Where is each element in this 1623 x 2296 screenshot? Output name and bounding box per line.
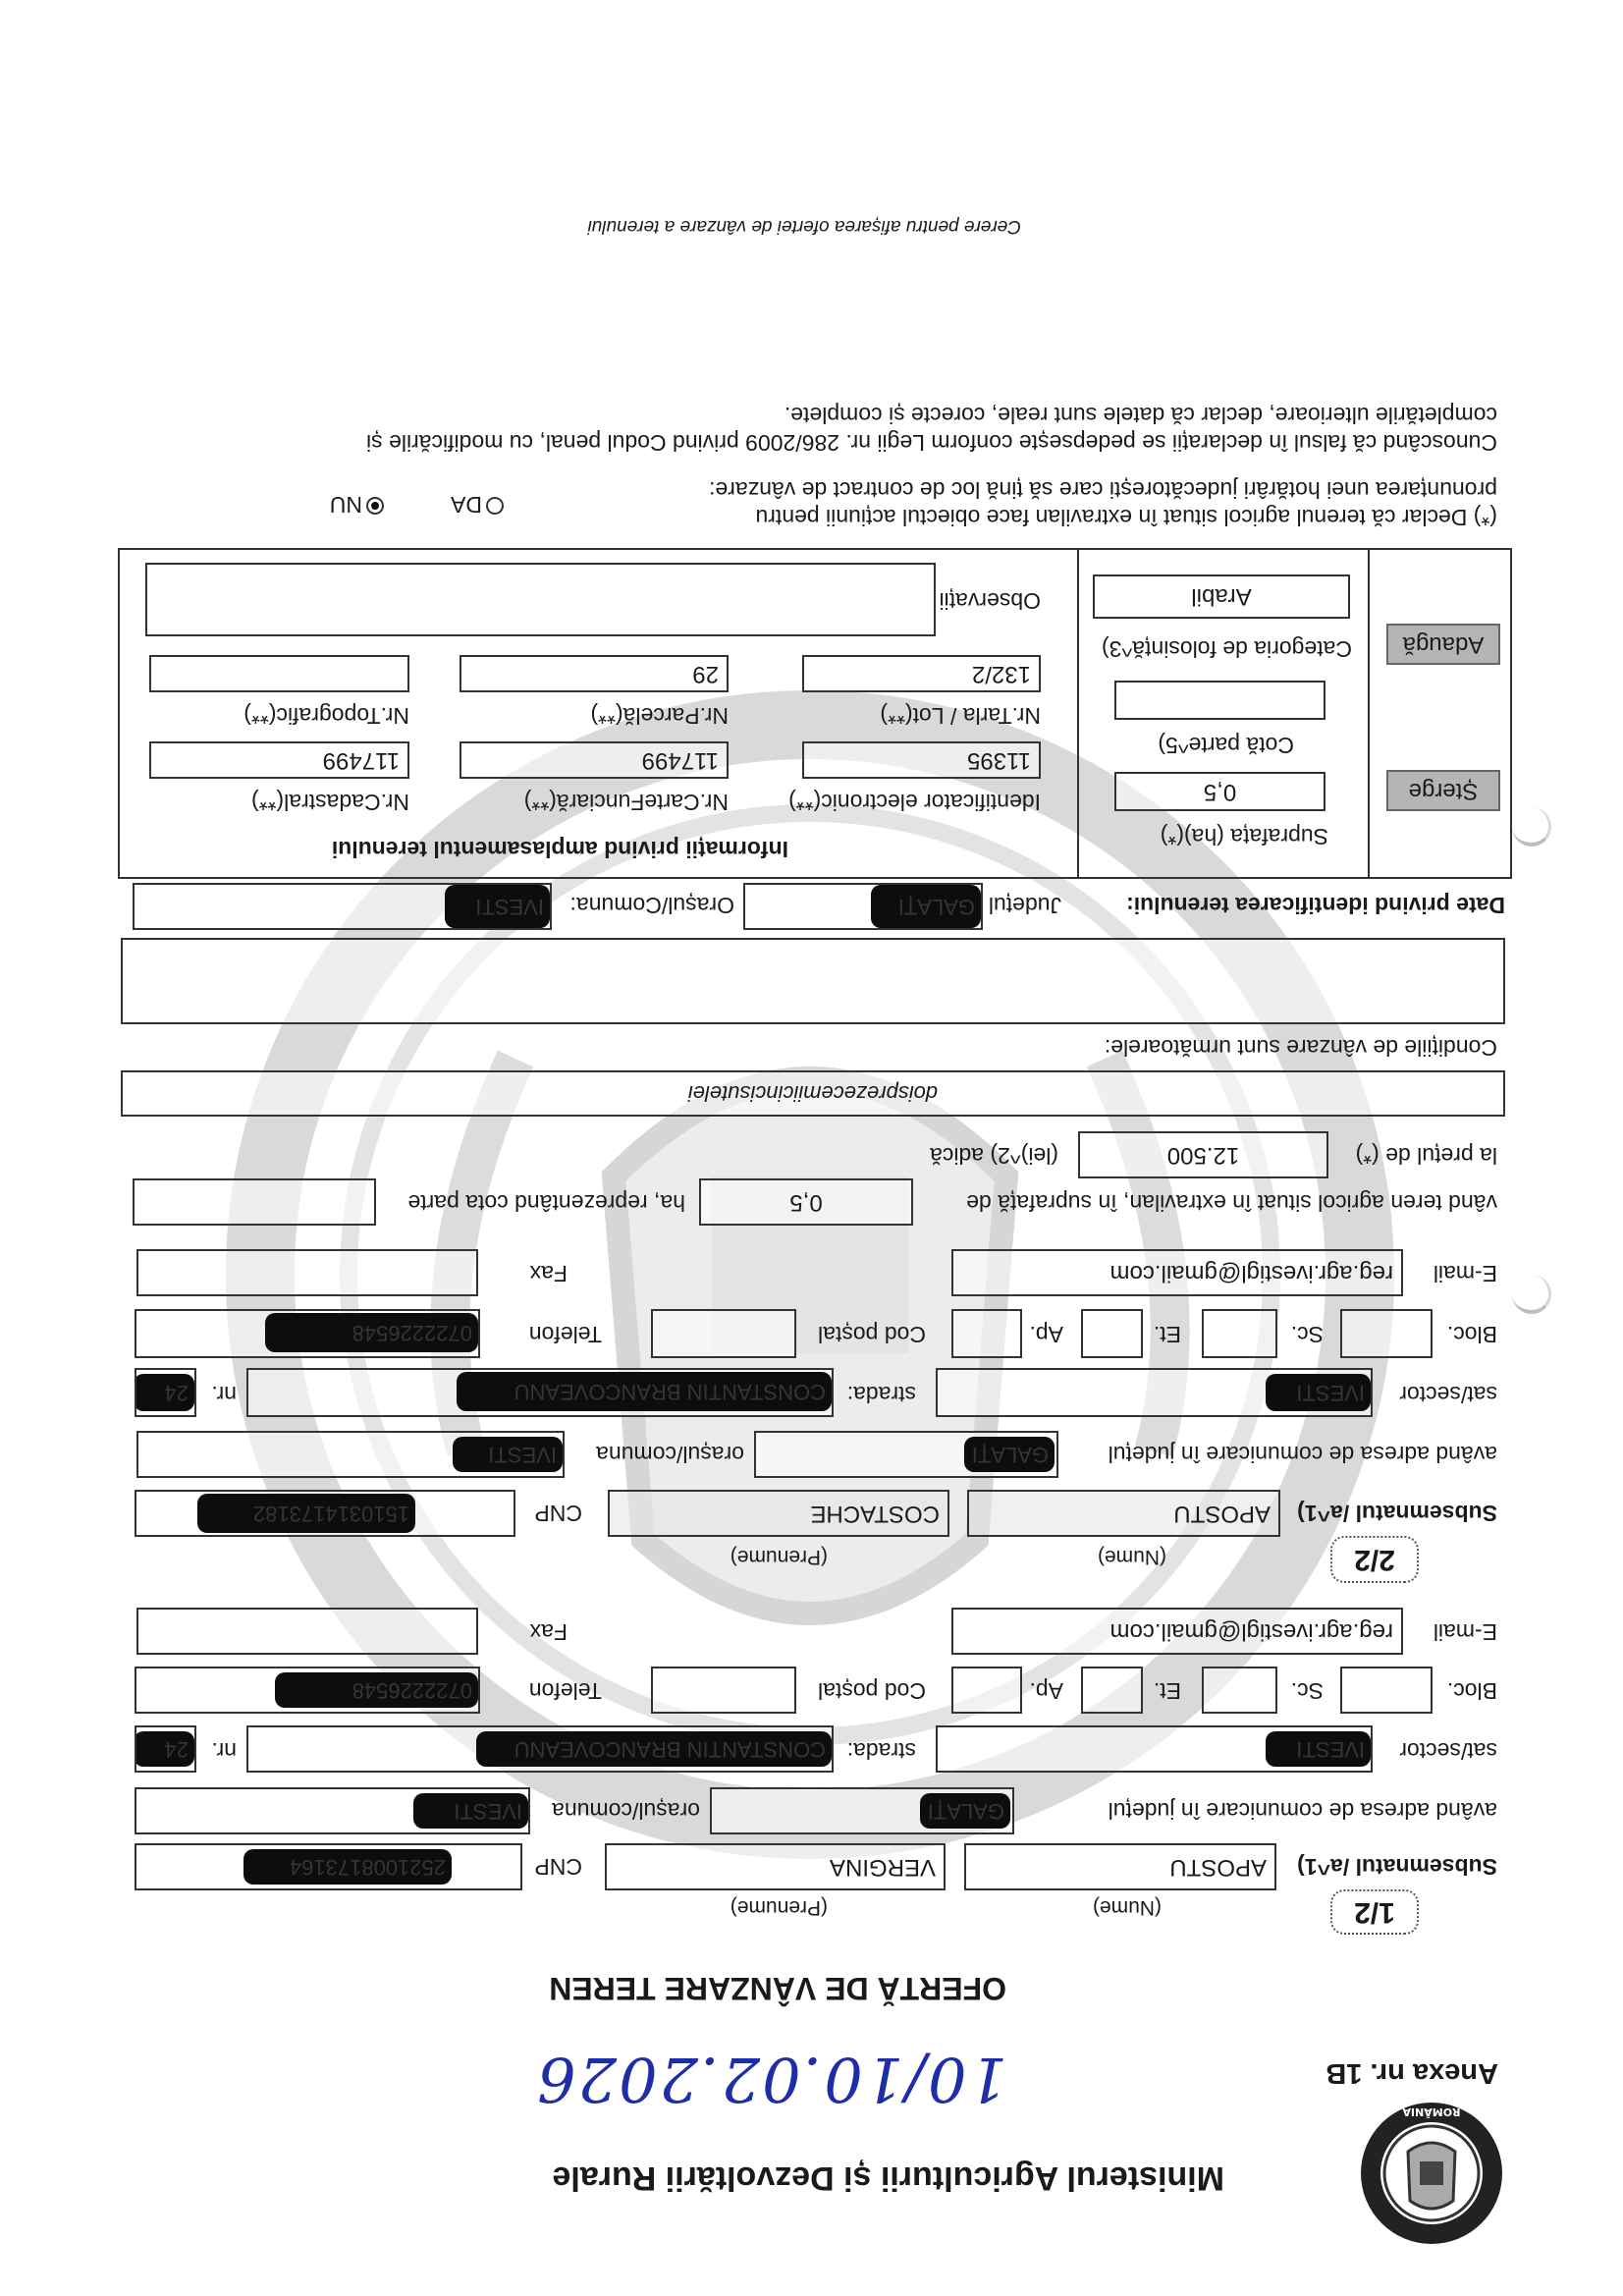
carte-funciara-label: Nr.CarteFunciară(**) xyxy=(523,790,729,815)
et-field[interactable] xyxy=(1081,1309,1143,1358)
bloc-label: Bloc. xyxy=(1446,1322,1497,1347)
ap-field[interactable] xyxy=(951,1667,1022,1714)
email-field[interactable]: reg.agr.ivestigl@gmail.com xyxy=(951,1249,1403,1296)
judet-field[interactable] xyxy=(710,1787,1014,1834)
legal-line-1: Cunoscând că falsul în declarații se pedepsește conform Legii nr. 286/2009 privind Codul penal, cu modificările și xyxy=(366,430,1497,456)
redaction-mark: IVESTI xyxy=(453,1437,563,1472)
observatii-label: Observații xyxy=(939,588,1041,614)
email-label: E-mail xyxy=(1433,1619,1497,1645)
svg-text:ROMÂNIA: ROMÂNIA xyxy=(1402,2105,1461,2118)
redaction-mark: 0722226548 xyxy=(275,1672,478,1708)
cota-parte-field[interactable] xyxy=(133,1178,376,1226)
legal-line-2: completările ulterioare, declar că datele sunt reale, corecte și complete. xyxy=(784,403,1497,428)
page-title: OFERTĂ DE VÂNZARE TEREN xyxy=(549,1971,1006,2006)
bloc-field[interactable] xyxy=(1340,1667,1433,1714)
identificare-title: Date privind identificarea terenului: xyxy=(1126,893,1505,918)
redaction-mark: 2521008173164 xyxy=(243,1849,452,1885)
prenume-caption: (Prenume) xyxy=(730,1896,828,1919)
address-label: având adresa de comunicare în județul xyxy=(1108,1442,1497,1467)
redaction-mark: IVESTI xyxy=(413,1793,528,1829)
radio-da[interactable] xyxy=(486,497,504,515)
ap-field[interactable] xyxy=(951,1309,1022,1358)
parcela-label: Nr.Parcelă(**) xyxy=(590,703,729,729)
declaration-line-1: (*) Declar că terenul agricol situat în extravilan face obiectul acțiunii pentru xyxy=(755,505,1497,530)
et-label: Et. xyxy=(1153,1678,1181,1704)
suprafata-field[interactable]: 0,5 xyxy=(699,1178,913,1226)
identificare-oras-field[interactable] xyxy=(133,883,552,930)
identificare-judet-field[interactable] xyxy=(743,883,983,930)
nr-field[interactable] xyxy=(135,1725,196,1773)
radio-da-label: DA xyxy=(451,492,482,518)
fax-label: Fax xyxy=(529,1619,568,1645)
oras-field[interactable] xyxy=(135,1787,530,1834)
email-label: E-mail xyxy=(1433,1261,1497,1286)
address-label: având adresa de comunicare în județul xyxy=(1108,1798,1497,1824)
cod-postal-field[interactable] xyxy=(651,1667,796,1714)
redaction-mark: 24 xyxy=(135,1731,194,1767)
email-field[interactable]: reg.agr.ivestigl@gmail.com xyxy=(951,1608,1403,1655)
nume-field[interactable]: APOSTU xyxy=(967,1490,1280,1537)
strada-label: strada: xyxy=(846,1738,916,1764)
redaction-mark: CONSTANTIN BRANCOVEANU xyxy=(476,1731,832,1767)
oras-field[interactable] xyxy=(136,1431,565,1478)
cod-postal-field[interactable] xyxy=(651,1309,796,1358)
bloc-field[interactable] xyxy=(1340,1309,1433,1358)
redaction-mark: IVESTI xyxy=(1266,1374,1371,1411)
carte-funciara-field[interactable]: 117499 xyxy=(460,741,729,779)
ha-label: ha, reprezentând cota parte xyxy=(407,1190,685,1216)
amplasament-title: Informații privind amplasamentul terenului xyxy=(331,837,788,862)
sat-label: sat/sector xyxy=(1399,1738,1497,1764)
redaction-mark: 24 xyxy=(135,1374,194,1411)
sc-field[interactable] xyxy=(1202,1667,1277,1714)
radio-nu-label: NU xyxy=(329,492,362,518)
categoria-label: Categoria de folosință^3) xyxy=(1102,636,1352,662)
table-divider xyxy=(1368,548,1370,879)
nume-caption: (Nume) xyxy=(1092,1896,1162,1919)
sat-field[interactable] xyxy=(936,1368,1373,1417)
redaction-mark: GALAȚI xyxy=(964,1437,1055,1472)
et-label: Et. xyxy=(1153,1322,1181,1347)
conditii-field[interactable] xyxy=(121,938,1505,1024)
tarla-field[interactable]: 132/2 xyxy=(802,655,1041,692)
punch-hole xyxy=(1512,1275,1551,1314)
nr-label: nr. xyxy=(211,1738,237,1764)
bloc-label: Bloc. xyxy=(1446,1678,1497,1704)
strada-label: strada: xyxy=(846,1382,916,1407)
telefon-label: Telefon xyxy=(528,1678,602,1704)
redaction-mark: CONSTANTIN BRANCOVEANU xyxy=(457,1372,832,1411)
fax-field[interactable] xyxy=(136,1249,478,1296)
identificator-label: Identificator electronic(**) xyxy=(788,790,1041,815)
nr-field[interactable] xyxy=(135,1368,196,1417)
cnp-label: CNP xyxy=(534,1854,582,1880)
identificare-judet-label: Județul xyxy=(988,893,1061,918)
cadastral-field[interactable]: 117499 xyxy=(149,741,409,779)
suprafata-ha-label: Suprafața (ha)(*) xyxy=(1160,824,1328,849)
nume-caption: (Nume) xyxy=(1097,1546,1166,1568)
observatii-field[interactable] xyxy=(145,563,936,636)
nr-label: nr. xyxy=(211,1382,237,1407)
cota-parte-table-field[interactable] xyxy=(1114,681,1325,720)
fax-label: Fax xyxy=(529,1261,568,1286)
cnp-field[interactable] xyxy=(135,1490,515,1537)
punch-hole xyxy=(1512,807,1551,847)
ministry-seal-icon xyxy=(1359,2101,1504,2246)
prenume-caption: (Prenume) xyxy=(730,1546,828,1568)
declaration-line-2: pronunțarea unei hotărâri judecătorești care să țină loc de contract de vânzare: xyxy=(709,477,1497,503)
suprafata-ha-field[interactable]: 0,5 xyxy=(1114,772,1325,811)
prenume-field[interactable]: COSTACHE xyxy=(608,1490,949,1537)
handwritten-date: 10/10.02.2026 xyxy=(535,2044,1007,2115)
identificare-oras-label: Orașul/Comuna: xyxy=(569,893,734,918)
nume-field[interactable]: APOSTU xyxy=(964,1843,1276,1890)
cod-postal-label: Cod poștal xyxy=(818,1322,926,1347)
redaction-mark: GALAȚI xyxy=(920,1793,1010,1829)
radio-nu[interactable] xyxy=(366,497,384,515)
prenume-field[interactable]: VERGINA xyxy=(605,1843,946,1890)
tarla-label: Nr.Tarla / Lot(**) xyxy=(880,703,1041,729)
identificator-field[interactable]: 11395 xyxy=(802,741,1041,779)
cota-parte-label: Cotă parte^5) xyxy=(1158,733,1294,758)
sc-label: Sc. xyxy=(1290,1322,1324,1347)
pret-field[interactable]: 12.500 xyxy=(1078,1131,1328,1178)
table-divider xyxy=(1077,548,1079,879)
subsemnatul-label: Subsemnatul /a^1) xyxy=(1297,1501,1497,1526)
telefon-field[interactable] xyxy=(135,1667,480,1714)
sat-label: sat/sector xyxy=(1399,1382,1497,1407)
oras-label: orașul/comuna xyxy=(596,1442,744,1467)
vand-teren-label: vând teren agricol situat în extravilan, în suprafață de xyxy=(966,1190,1497,1216)
strada-field[interactable] xyxy=(246,1725,834,1773)
oras-label: orașul/comuna xyxy=(552,1798,700,1824)
telefon-label: Telefon xyxy=(528,1322,602,1347)
topografic-field[interactable] xyxy=(149,655,409,692)
footer-text: Cerere pentru afișarea ofertei de vânzare a terenului xyxy=(587,216,1021,237)
sat-field[interactable] xyxy=(936,1725,1373,1773)
ap-label: Ap. xyxy=(1029,1322,1063,1347)
lei-label: (lei)^2) adică xyxy=(930,1143,1058,1169)
ministry-name: Ministerul Agriculturii și Dezvoltării Rurale xyxy=(552,2159,1224,2197)
telefon-field[interactable] xyxy=(135,1309,480,1358)
sc-field[interactable] xyxy=(1202,1309,1277,1358)
categoria-field[interactable]: Arabil xyxy=(1093,574,1350,619)
owner-badge: 2/2 xyxy=(1330,1536,1419,1583)
annex-label: Anexa nr. 1B xyxy=(1325,2057,1498,2089)
cadastral-label: Nr.Cadastral(**) xyxy=(250,790,409,815)
cod-postal-label: Cod poștal xyxy=(818,1678,926,1704)
redaction-mark: 1510314173182 xyxy=(197,1494,415,1533)
cnp-label: CNP xyxy=(534,1501,582,1526)
topografic-label: Nr.Topografic(**) xyxy=(243,703,409,729)
redaction-mark: 0722226548 xyxy=(265,1313,478,1352)
parcela-field[interactable]: 29 xyxy=(460,655,729,692)
redaction-mark: IVESTI xyxy=(445,885,550,928)
pret-litere-field[interactable]: doisprezecemiicincisutelei xyxy=(121,1070,1505,1117)
et-field[interactable] xyxy=(1081,1667,1143,1714)
redaction-mark: IVESTI xyxy=(1266,1731,1371,1767)
judet-field[interactable] xyxy=(754,1431,1058,1478)
subsemnatul-label: Subsemnatul /a^1) xyxy=(1297,1854,1497,1880)
sc-label: Sc. xyxy=(1290,1678,1324,1704)
adauga-button[interactable]: Adaugă xyxy=(1386,624,1500,665)
sterge-button[interactable]: Șterge xyxy=(1386,770,1500,811)
owner-badge: 1/2 xyxy=(1330,1889,1419,1935)
pret-label: la prețul de (*) xyxy=(1355,1143,1497,1169)
strada-field[interactable] xyxy=(246,1368,834,1417)
ap-label: Ap. xyxy=(1029,1678,1063,1704)
conditii-label: Condițiile de vânzare sunt următoarele: xyxy=(1104,1035,1497,1061)
cnp-field[interactable] xyxy=(135,1843,522,1890)
redaction-mark: GALAȚI xyxy=(871,885,981,928)
fax-field[interactable] xyxy=(136,1608,478,1655)
